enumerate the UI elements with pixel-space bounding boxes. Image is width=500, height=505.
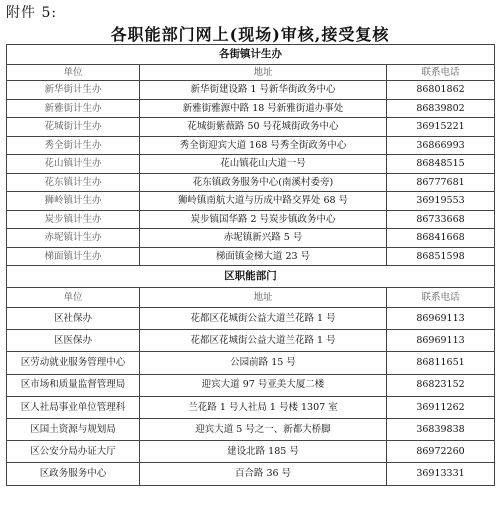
table-row [7,192,495,211]
phone-cell: 36915221 [387,118,495,137]
phone-cell: 86801862 [387,81,495,100]
contact-table [6,44,495,486]
unit-cell: 区公安分局办证大厅 [7,441,140,463]
address-cell: 花都区花城街公益大道兰花路 1 号 [140,308,387,330]
address-cell: 新雅街雅源中路 18 号新雅街道办事处 [140,99,387,118]
phone-cell: 36866993 [387,136,495,155]
phone-cell: 86972260 [387,441,495,463]
phone-cell: 86848515 [387,155,495,174]
unit-cell: 花城街计生办 [7,118,140,137]
phone-cell: 86969113 [387,308,495,330]
phone-cell: 86969113 [387,330,495,352]
phone-cell: 86777681 [387,173,495,192]
table-row [7,374,495,396]
table-row [7,210,495,229]
address-cell: 迎宾大道 97 号亚美大厦二楼 [140,374,387,396]
unit-cell: 新华街计生办 [7,81,140,100]
page-title: 各职能部门网上(现场)审核,接受复核 [110,25,390,44]
unit-cell: 狮岭镇计生办 [7,192,140,211]
col-header-phone: 联系电话 [387,288,495,308]
col-header-phone: 联系电话 [387,65,495,81]
col-header-address: 地址 [140,65,387,81]
phone-cell: 86811651 [387,352,495,374]
column-header-row [7,288,495,308]
address-cell: 秀全街迎宾大道 168 号秀全街政务中心 [140,136,387,155]
col-header-address: 地址 [140,288,387,308]
col-header-unit: 单位 [7,288,140,308]
address-cell: 新华街建设路 1 号新华街政务中心 [140,81,387,100]
address-cell: 百合路 36 号 [140,463,387,485]
unit-cell: 区政务服务中心 [7,463,140,485]
phone-cell: 86839802 [387,99,495,118]
table-row [7,441,495,463]
address-cell: 花城街紫薇路 50 号花城街政务中心 [140,118,387,137]
unit-cell: 区社保办 [7,308,140,330]
unit-cell: 赤坭镇计生办 [7,229,140,248]
col-header-unit: 单位 [7,65,140,81]
table-row [7,81,495,100]
table-row [7,155,495,174]
unit-cell: 炭步镇计生办 [7,210,140,229]
address-cell: 炭步镇国华路 2 号炭步镇政务中心 [140,210,387,229]
unit-cell: 新雅街计生办 [7,99,140,118]
unit-cell: 花东镇计生办 [7,173,140,192]
phone-cell: 36911262 [387,396,495,418]
unit-cell: 区医保办 [7,330,140,352]
column-header-row [7,65,495,81]
table-row [7,352,495,374]
annex-label: 附件 5: [6,5,58,21]
table-row [7,247,495,266]
unit-cell: 花山镇计生办 [7,155,140,174]
section-heading: 区职能部门 [7,266,495,288]
phone-cell: 36913331 [387,463,495,485]
table-row [7,136,495,155]
table-row [7,463,495,485]
phone-cell: 36919553 [387,192,495,211]
unit-cell: 秀全街计生办 [7,136,140,155]
table-row [7,308,495,330]
address-cell: 花都区花城街公益大道兰花路 1 号 [140,330,387,352]
table-row [7,396,495,418]
table-row [7,330,495,352]
phone-cell: 36839838 [387,418,495,440]
address-cell: 梯面镇金梯大道 23 号 [140,247,387,266]
address-cell: 公园前路 15 号 [140,352,387,374]
table-row [7,99,495,118]
unit-cell: 梯面镇计生办 [7,247,140,266]
address-cell: 迎宾大道 5 号之一、新都大桥脚 [140,418,387,440]
unit-cell: 区人社局事业单位管理科 [7,396,140,418]
section-heading: 各街镇计生办 [7,45,495,65]
section-heading-row [7,45,495,65]
address-cell: 兰花路 1 号人社局 1 号楼 1307 室 [140,396,387,418]
address-cell: 建设北路 185 号 [140,441,387,463]
phone-cell: 86851598 [387,247,495,266]
table-row [7,418,495,440]
table-row [7,118,495,137]
section-heading-row [7,266,495,288]
phone-cell: 86823152 [387,374,495,396]
address-cell: 花东镇政务服务中心(南溪村委旁) [140,173,387,192]
table-row [7,173,495,192]
address-cell: 赤坭镇新兴路 5 号 [140,229,387,248]
unit-cell: 区国土资源与规划局 [7,418,140,440]
table-row [7,229,495,248]
phone-cell: 86841668 [387,229,495,248]
address-cell: 花山镇花山大道一号 [140,155,387,174]
address-cell: 狮岭镇南航大道与历成中路交界处 68 号 [140,192,387,211]
unit-cell: 区市场和质量监督管理局 [7,374,140,396]
phone-cell: 86733668 [387,210,495,229]
unit-cell: 区劳动就业服务管理中心 [7,352,140,374]
